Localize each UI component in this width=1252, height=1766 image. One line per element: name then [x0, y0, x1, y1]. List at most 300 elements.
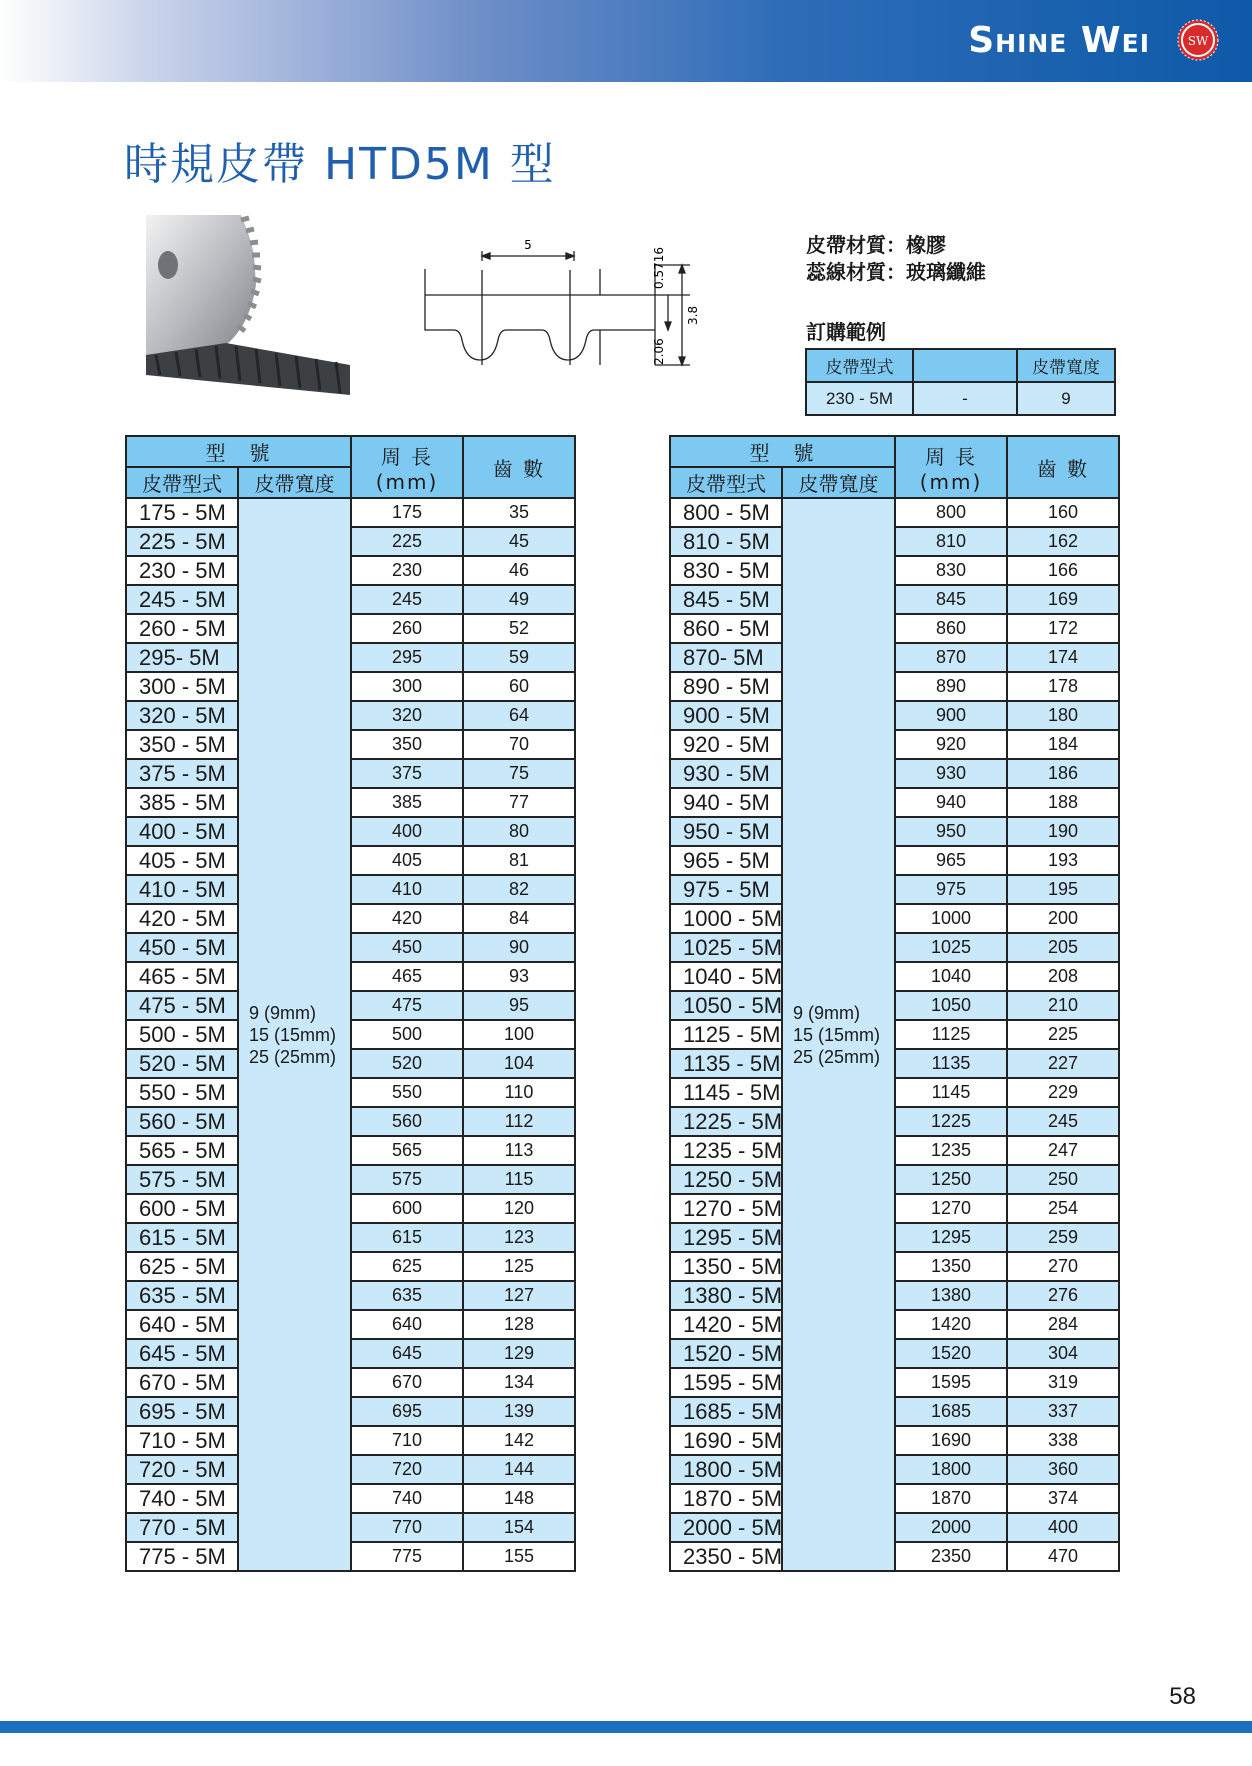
left-header-model: 型 號 — [126, 436, 351, 467]
order-header-type: 皮帶型式 — [806, 349, 913, 382]
spec-table-left — [125, 435, 576, 1572]
table-row — [670, 1020, 1119, 1049]
teeth-cell: 250 — [1007, 1165, 1119, 1194]
circumference-cell: 1350 — [895, 1252, 1007, 1281]
circumference-cell: 465 — [351, 962, 463, 991]
table-row — [126, 1368, 575, 1397]
teeth-cell: 208 — [1007, 962, 1119, 991]
model-cell: 695 - 5M — [126, 1397, 238, 1426]
teeth-cell: 169 — [1007, 585, 1119, 614]
circumference-cell: 1000 — [895, 904, 1007, 933]
order-header-width: 皮帶寬度 — [1017, 349, 1115, 382]
table-row — [126, 614, 575, 643]
circumference-cell: 975 — [895, 875, 1007, 904]
model-cell: 1000 - 5M — [670, 904, 782, 933]
teeth-cell: 360 — [1007, 1455, 1119, 1484]
table-row — [670, 643, 1119, 672]
table-row — [126, 556, 575, 585]
teeth-cell: 139 — [463, 1397, 575, 1426]
teeth-cell: 127 — [463, 1281, 575, 1310]
teeth-cell: 190 — [1007, 817, 1119, 846]
circumference-cell: 920 — [895, 730, 1007, 759]
model-cell: 940 - 5M — [670, 788, 782, 817]
width-option: 25 (25mm) — [793, 1046, 881, 1067]
table-row — [670, 846, 1119, 875]
table-row — [126, 1513, 575, 1542]
circumference-cell: 670 — [351, 1368, 463, 1397]
teeth-cell: 113 — [463, 1136, 575, 1165]
circumference-cell: 2350 — [895, 1542, 1007, 1571]
model-cell: 1800 - 5M — [670, 1455, 782, 1484]
circumference-cell: 930 — [895, 759, 1007, 788]
belt-material: 皮帶材質：橡膠 — [806, 233, 946, 257]
model-cell: 1295 - 5M — [670, 1223, 782, 1252]
model-cell: 1690 - 5M — [670, 1426, 782, 1455]
teeth-cell: 245 — [1007, 1107, 1119, 1136]
circumference-cell: 375 — [351, 759, 463, 788]
model-cell: 1235 - 5M — [670, 1136, 782, 1165]
table-row — [126, 1252, 575, 1281]
table-row — [670, 933, 1119, 962]
model-cell: 870- 5M — [670, 643, 782, 672]
circumference-cell: 625 — [351, 1252, 463, 1281]
table-row — [126, 962, 575, 991]
teeth-cell: 123 — [463, 1223, 575, 1252]
table-row — [126, 1165, 575, 1194]
circumference-cell: 810 — [895, 527, 1007, 556]
footer-bar — [0, 1721, 1252, 1733]
model-cell: 300 - 5M — [126, 672, 238, 701]
table-row — [670, 1252, 1119, 1281]
circumference-cell: 400 — [351, 817, 463, 846]
circumference-cell: 860 — [895, 614, 1007, 643]
circumference-cell: 845 — [895, 585, 1007, 614]
teeth-cell: 160 — [1007, 498, 1119, 527]
model-cell: 1025 - 5M — [670, 933, 782, 962]
model-cell: 385 - 5M — [126, 788, 238, 817]
teeth-cell: 144 — [463, 1455, 575, 1484]
table-row — [670, 1194, 1119, 1223]
order-example-table — [805, 348, 1116, 416]
circumference-cell: 1250 — [895, 1165, 1007, 1194]
table-row — [670, 1078, 1119, 1107]
circumference-cell: 940 — [895, 788, 1007, 817]
table-row — [670, 1136, 1119, 1165]
circumference-cell: 740 — [351, 1484, 463, 1513]
table-row — [126, 904, 575, 933]
teeth-cell: 259 — [1007, 1223, 1119, 1252]
table-row — [126, 1339, 575, 1368]
teeth-cell: 284 — [1007, 1310, 1119, 1339]
right-header-unit: (mm) — [919, 469, 983, 494]
model-cell: 1050 - 5M — [670, 991, 782, 1020]
circumference-cell: 890 — [895, 672, 1007, 701]
model-cell: 550 - 5M — [126, 1078, 238, 1107]
circumference-cell: 710 — [351, 1426, 463, 1455]
circumference-cell: 1125 — [895, 1020, 1007, 1049]
table-row — [670, 1455, 1119, 1484]
teeth-cell: 304 — [1007, 1339, 1119, 1368]
table-row — [126, 875, 575, 904]
teeth-cell: 229 — [1007, 1078, 1119, 1107]
teeth-cell: 319 — [1007, 1368, 1119, 1397]
model-cell: 830 - 5M — [670, 556, 782, 585]
circumference-cell: 1685 — [895, 1397, 1007, 1426]
left-header-belt-type: 皮帶型式 — [126, 467, 238, 498]
right-header-teeth: 齒 數 — [1007, 436, 1119, 498]
teeth-cell: 46 — [463, 556, 575, 585]
circumference-cell: 870 — [895, 643, 1007, 672]
teeth-cell: 193 — [1007, 846, 1119, 875]
teeth-cell: 186 — [1007, 759, 1119, 788]
table-row — [670, 1426, 1119, 1455]
teeth-cell: 205 — [1007, 933, 1119, 962]
table-row — [126, 1310, 575, 1339]
model-cell: 775 - 5M — [126, 1542, 238, 1571]
model-cell: 410 - 5M — [126, 875, 238, 904]
model-cell: 670 - 5M — [126, 1368, 238, 1397]
table-row — [126, 1455, 575, 1484]
model-cell: 230 - 5M — [126, 556, 238, 585]
table-row — [126, 1078, 575, 1107]
model-cell: 635 - 5M — [126, 1281, 238, 1310]
teeth-cell: 125 — [463, 1252, 575, 1281]
teeth-cell: 254 — [1007, 1194, 1119, 1223]
order-example-title: 訂購範例 — [806, 320, 886, 344]
brand-logo-text: SW — [1187, 34, 1209, 48]
table-row — [126, 527, 575, 556]
table-row — [670, 498, 1119, 527]
teeth-cell: 81 — [463, 846, 575, 875]
table-row — [670, 730, 1119, 759]
circumference-cell: 635 — [351, 1281, 463, 1310]
tooth-profile-diagram — [410, 225, 710, 375]
circumference-cell: 565 — [351, 1136, 463, 1165]
model-cell: 1520 - 5M — [670, 1339, 782, 1368]
model-cell: 1250 - 5M — [670, 1165, 782, 1194]
circumference-cell: 475 — [351, 991, 463, 1020]
circumference-cell: 410 — [351, 875, 463, 904]
model-cell: 465 - 5M — [126, 962, 238, 991]
table-row — [126, 585, 575, 614]
model-cell: 1870 - 5M — [670, 1484, 782, 1513]
circumference-cell: 2000 — [895, 1513, 1007, 1542]
width-option: 25 (25mm) — [249, 1046, 337, 1067]
table-row — [670, 556, 1119, 585]
teeth-cell: 180 — [1007, 701, 1119, 730]
teeth-cell: 100 — [463, 1020, 575, 1049]
teeth-cell: 112 — [463, 1107, 575, 1136]
width-option: 15 (15mm) — [793, 1024, 881, 1045]
table-row — [670, 1513, 1119, 1542]
model-cell: 740 - 5M — [126, 1484, 238, 1513]
model-cell: 2350 - 5M — [670, 1542, 782, 1571]
model-cell: 1225 - 5M — [670, 1107, 782, 1136]
circumference-cell: 575 — [351, 1165, 463, 1194]
teeth-cell: 129 — [463, 1339, 575, 1368]
teeth-cell: 49 — [463, 585, 575, 614]
teeth-cell: 70 — [463, 730, 575, 759]
table-row — [126, 643, 575, 672]
table-row — [126, 759, 575, 788]
circumference-cell: 1380 — [895, 1281, 1007, 1310]
teeth-cell: 84 — [463, 904, 575, 933]
table-row — [126, 933, 575, 962]
table-row — [670, 1310, 1119, 1339]
teeth-cell: 35 — [463, 498, 575, 527]
circumference-cell: 770 — [351, 1513, 463, 1542]
table-row — [670, 527, 1119, 556]
circumference-cell: 560 — [351, 1107, 463, 1136]
model-cell: 405 - 5M — [126, 846, 238, 875]
model-cell: 1125 - 5M — [670, 1020, 782, 1049]
right-width-options — [782, 498, 895, 1571]
order-header-blank — [913, 349, 1017, 382]
circumference-cell: 300 — [351, 672, 463, 701]
model-cell: 320 - 5M — [126, 701, 238, 730]
teeth-cell: 80 — [463, 817, 575, 846]
table-row — [670, 1165, 1119, 1194]
model-cell: 500 - 5M — [126, 1020, 238, 1049]
spec-table-right — [669, 435, 1120, 1572]
teeth-cell: 188 — [1007, 788, 1119, 817]
width-option: 9 (9mm) — [793, 1002, 860, 1023]
circumference-cell: 1050 — [895, 991, 1007, 1020]
table-row — [670, 962, 1119, 991]
model-cell: 1685 - 5M — [670, 1397, 782, 1426]
model-cell: 225 - 5M — [126, 527, 238, 556]
model-cell: 560 - 5M — [126, 1107, 238, 1136]
model-cell: 770 - 5M — [126, 1513, 238, 1542]
table-row — [126, 1542, 575, 1571]
order-value-separator: - — [913, 382, 1017, 415]
table-row — [126, 1194, 575, 1223]
circumference-cell: 385 — [351, 788, 463, 817]
brand-name: Shine Wei — [968, 20, 1150, 61]
model-cell: 1270 - 5M — [670, 1194, 782, 1223]
teeth-cell: 174 — [1007, 643, 1119, 672]
teeth-cell: 166 — [1007, 556, 1119, 585]
table-row — [126, 701, 575, 730]
teeth-cell: 400 — [1007, 1513, 1119, 1542]
circumference-cell: 450 — [351, 933, 463, 962]
table-row — [126, 1107, 575, 1136]
circumference-cell: 645 — [351, 1339, 463, 1368]
model-cell: 520 - 5M — [126, 1049, 238, 1078]
model-cell: 260 - 5M — [126, 614, 238, 643]
table-row — [670, 1107, 1119, 1136]
table-row — [126, 991, 575, 1020]
circumference-cell: 1295 — [895, 1223, 1007, 1252]
teeth-cell: 120 — [463, 1194, 575, 1223]
model-cell: 475 - 5M — [126, 991, 238, 1020]
circumference-cell: 520 — [351, 1049, 463, 1078]
teeth-cell: 60 — [463, 672, 575, 701]
table-row — [670, 788, 1119, 817]
table-row — [670, 1484, 1119, 1513]
circumference-cell: 1145 — [895, 1078, 1007, 1107]
teeth-cell: 110 — [463, 1078, 575, 1107]
table-row — [126, 730, 575, 759]
teeth-cell: 178 — [1007, 672, 1119, 701]
model-cell: 600 - 5M — [126, 1194, 238, 1223]
circumference-cell: 1690 — [895, 1426, 1007, 1455]
model-cell: 860 - 5M — [670, 614, 782, 643]
model-cell: 720 - 5M — [126, 1455, 238, 1484]
teeth-cell: 82 — [463, 875, 575, 904]
table-row — [670, 672, 1119, 701]
teeth-cell: 247 — [1007, 1136, 1119, 1165]
table-row — [126, 1136, 575, 1165]
table-row — [126, 817, 575, 846]
table-row — [670, 701, 1119, 730]
table-row — [670, 759, 1119, 788]
circumference-cell: 405 — [351, 846, 463, 875]
circumference-cell: 1235 — [895, 1136, 1007, 1165]
model-cell: 640 - 5M — [126, 1310, 238, 1339]
circumference-cell: 1420 — [895, 1310, 1007, 1339]
model-cell: 175 - 5M — [126, 498, 238, 527]
table-row — [670, 904, 1119, 933]
right-header-model: 型 號 — [670, 436, 895, 467]
table-row — [670, 817, 1119, 846]
page-title: 時規皮帶 HTD5M 型 — [124, 139, 556, 190]
brand-logo-icon — [1176, 18, 1220, 62]
circumference-cell: 320 — [351, 701, 463, 730]
teeth-cell: 64 — [463, 701, 575, 730]
circumference-cell: 550 — [351, 1078, 463, 1107]
model-cell: 245 - 5M — [126, 585, 238, 614]
teeth-cell: 338 — [1007, 1426, 1119, 1455]
table-row — [670, 875, 1119, 904]
circumference-cell: 1040 — [895, 962, 1007, 991]
order-example-header-row — [806, 349, 1115, 382]
teeth-cell: 134 — [463, 1368, 575, 1397]
circumference-cell: 260 — [351, 614, 463, 643]
model-cell: 1040 - 5M — [670, 962, 782, 991]
table-row — [126, 1426, 575, 1455]
model-cell: 890 - 5M — [670, 672, 782, 701]
right-header-circumference-label: 周 長 — [924, 444, 978, 469]
table-row — [126, 672, 575, 701]
model-cell: 975 - 5M — [670, 875, 782, 904]
model-cell: 845 - 5M — [670, 585, 782, 614]
model-cell: 400 - 5M — [126, 817, 238, 846]
circumference-cell: 830 — [895, 556, 1007, 585]
left-header-circumference — [351, 436, 463, 498]
left-header-circumference-label: 周 長 — [380, 444, 434, 469]
circumference-cell: 225 — [351, 527, 463, 556]
right-header-belt-type: 皮帶型式 — [670, 467, 782, 498]
model-cell: 615 - 5M — [126, 1223, 238, 1252]
circumference-cell: 1225 — [895, 1107, 1007, 1136]
circumference-cell: 720 — [351, 1455, 463, 1484]
order-example-value-row — [806, 382, 1115, 415]
table-row — [670, 1281, 1119, 1310]
table-row — [670, 1223, 1119, 1252]
circumference-cell: 950 — [895, 817, 1007, 846]
table-row — [126, 1223, 575, 1252]
circumference-cell: 900 — [895, 701, 1007, 730]
width-option: 15 (15mm) — [249, 1024, 337, 1045]
teeth-cell: 115 — [463, 1165, 575, 1194]
teeth-cell: 142 — [463, 1426, 575, 1455]
model-cell: 1595 - 5M — [670, 1368, 782, 1397]
teeth-cell: 227 — [1007, 1049, 1119, 1078]
model-cell: 350 - 5M — [126, 730, 238, 759]
table-row — [126, 846, 575, 875]
table-row — [126, 788, 575, 817]
teeth-cell: 162 — [1007, 527, 1119, 556]
model-cell: 625 - 5M — [126, 1252, 238, 1281]
circumference-cell: 230 — [351, 556, 463, 585]
dim-total-height: 3.8 — [686, 305, 700, 325]
table-row — [670, 1339, 1119, 1368]
table-row — [126, 1281, 575, 1310]
model-cell: 710 - 5M — [126, 1426, 238, 1455]
teeth-cell: 195 — [1007, 875, 1119, 904]
model-cell: 950 - 5M — [670, 817, 782, 846]
circumference-cell: 1135 — [895, 1049, 1007, 1078]
table-row — [670, 1368, 1119, 1397]
model-cell: 810 - 5M — [670, 527, 782, 556]
circumference-cell: 640 — [351, 1310, 463, 1339]
teeth-cell: 77 — [463, 788, 575, 817]
teeth-cell: 104 — [463, 1049, 575, 1078]
table-row — [126, 1020, 575, 1049]
teeth-cell: 210 — [1007, 991, 1119, 1020]
teeth-cell: 128 — [463, 1310, 575, 1339]
circumference-cell: 175 — [351, 498, 463, 527]
model-cell: 800 - 5M — [670, 498, 782, 527]
teeth-cell: 148 — [463, 1484, 575, 1513]
circumference-cell: 1870 — [895, 1484, 1007, 1513]
model-cell: 930 - 5M — [670, 759, 782, 788]
left-header-belt-width: 皮帶寬度 — [238, 467, 351, 498]
table-row — [670, 614, 1119, 643]
cord-material: 蕊線材質：玻璃纖維 — [806, 260, 986, 284]
teeth-cell: 154 — [463, 1513, 575, 1542]
table-row — [126, 1049, 575, 1078]
model-cell: 575 - 5M — [126, 1165, 238, 1194]
model-cell: 565 - 5M — [126, 1136, 238, 1165]
table-row — [126, 1397, 575, 1426]
circumference-cell: 600 — [351, 1194, 463, 1223]
teeth-cell: 184 — [1007, 730, 1119, 759]
table-row — [126, 498, 575, 527]
model-cell: 420 - 5M — [126, 904, 238, 933]
circumference-cell: 775 — [351, 1542, 463, 1571]
teeth-cell: 52 — [463, 614, 575, 643]
circumference-cell: 615 — [351, 1223, 463, 1252]
order-value-width: 9 — [1017, 382, 1115, 415]
dim-gap: 0.5716 — [652, 247, 666, 289]
table-row — [670, 585, 1119, 614]
model-cell: 450 - 5M — [126, 933, 238, 962]
teeth-cell: 155 — [463, 1542, 575, 1571]
circumference-cell: 695 — [351, 1397, 463, 1426]
width-option: 9 (9mm) — [249, 1002, 316, 1023]
teeth-cell: 276 — [1007, 1281, 1119, 1310]
left-header-unit: (mm) — [375, 469, 439, 494]
circumference-cell: 1520 — [895, 1339, 1007, 1368]
teeth-cell: 45 — [463, 527, 575, 556]
table-row — [670, 1049, 1119, 1078]
circumference-cell: 1270 — [895, 1194, 1007, 1223]
teeth-cell: 470 — [1007, 1542, 1119, 1571]
model-cell: 295- 5M — [126, 643, 238, 672]
teeth-cell: 270 — [1007, 1252, 1119, 1281]
